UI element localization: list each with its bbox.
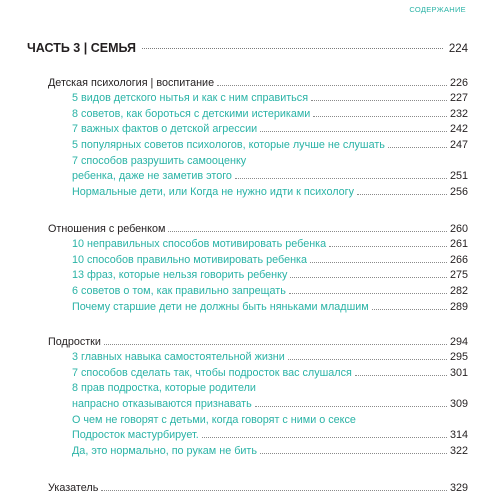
toc-entry[interactable]	[48, 426, 468, 442]
toc-entry[interactable]	[48, 167, 468, 183]
leader-dots	[104, 344, 447, 345]
toc-entry-label: Почему старшие дети не должны быть няньками младшим	[72, 300, 369, 313]
page-number: 256	[449, 185, 468, 198]
page-number: 309	[449, 397, 468, 410]
toc-entry-label: О чем не говорят с детьми, когда говорят с ними о сексе	[72, 413, 356, 426]
leader-dots	[289, 293, 447, 294]
toc-section	[48, 478, 468, 494]
page-number: 314	[449, 429, 468, 442]
leader-dots	[311, 100, 447, 101]
toc-entry-label: 10 неправильных способов мотивировать ребенка	[72, 238, 327, 251]
toc-entry[interactable]	[48, 281, 468, 297]
page-number: 232	[449, 107, 468, 120]
toc-entry-label: 5 видов детского нытья и как с ним справиться	[72, 92, 309, 105]
toc-entry[interactable]	[48, 120, 468, 136]
toc-entry[interactable]	[48, 348, 468, 364]
leader-dots	[235, 178, 447, 179]
leader-dots	[260, 131, 447, 132]
leader-dots	[142, 48, 443, 49]
page-number: 322	[449, 444, 468, 457]
leader-dots	[288, 359, 447, 360]
toc-entry-label: напрасно отказываются признавать	[72, 397, 252, 410]
page-number: 329	[449, 481, 468, 494]
toc-section	[48, 332, 468, 457]
section-heading[interactable]	[48, 219, 468, 235]
toc-entry-label: 7 важных фактов о детской агрессии	[72, 123, 258, 136]
toc-entry-label: 3 главных навыка самостоятельной жизни	[72, 351, 285, 364]
toc-entry[interactable]	[48, 410, 468, 426]
section-heading-label: Подростки	[48, 335, 101, 348]
page-number: 301	[449, 366, 468, 379]
leader-dots	[290, 277, 447, 278]
page-number: 251	[449, 170, 468, 183]
leader-dots	[329, 246, 447, 247]
toc-entry-label: 7 способов сделать так, чтобы подросток вас слушался	[72, 366, 352, 379]
toc-entry[interactable]	[48, 235, 468, 251]
page-number: 242	[449, 123, 468, 136]
toc-entry[interactable]	[48, 135, 468, 151]
section-heading[interactable]	[48, 73, 468, 89]
toc-entry-label: 8 прав подростка, которые родители	[72, 382, 256, 395]
toc-entry[interactable]	[48, 379, 468, 395]
page-number: 289	[449, 300, 468, 313]
page-number: 294	[449, 335, 468, 348]
section-heading-label: Отношения с ребенком	[48, 222, 166, 235]
toc-entry[interactable]	[48, 363, 468, 379]
toc-entry-label: 8 советов, как бороться с детскими истериками	[72, 107, 311, 120]
section-heading[interactable]	[48, 332, 468, 348]
leader-dots	[255, 406, 447, 407]
page-number: 226	[449, 76, 468, 89]
leader-dots	[355, 375, 447, 376]
toc-entry-label: Подросток мастурбирует.	[72, 429, 199, 442]
part-title: ЧАСТЬ 3 | СЕМЬЯ	[27, 41, 136, 55]
leader-dots	[310, 262, 447, 263]
section-heading[interactable]	[48, 478, 468, 494]
page-number: 275	[449, 269, 468, 282]
toc-entry-label: 5 популярных советов психологов, которые лучше не слушать	[72, 138, 385, 151]
page-number: 282	[449, 284, 468, 297]
toc-entry-label: 6 советов о том, как правильно запрещать	[72, 284, 286, 297]
leader-dots	[388, 147, 447, 148]
leader-dots	[313, 116, 447, 117]
leader-dots	[357, 194, 447, 195]
leader-dots	[101, 490, 447, 491]
toc-section	[48, 219, 468, 313]
section-heading-label: Указатель	[48, 481, 99, 494]
leader-dots	[202, 437, 447, 438]
toc-entry[interactable]	[48, 104, 468, 120]
toc-entry-label: Нормальные дети, или Когда не нужно идти к психологу	[72, 185, 354, 198]
page-number: 247	[449, 138, 468, 151]
toc-entry[interactable]	[48, 151, 468, 167]
page-number: 295	[449, 351, 468, 364]
page-number: 261	[449, 238, 468, 251]
toc-section	[48, 73, 468, 198]
leader-dots	[260, 453, 447, 454]
page-number: 260	[449, 222, 468, 235]
toc-entry[interactable]	[48, 250, 468, 266]
toc-entry[interactable]	[48, 441, 468, 457]
toc-entry-label: Да, это нормально, по рукам не бить	[72, 444, 257, 457]
toc-entry[interactable]	[48, 297, 468, 313]
section-heading-label: Детская психология | воспитание	[48, 76, 215, 89]
toc-entry-label: ребенка, даже не заметив этого	[72, 170, 232, 183]
toc-entry[interactable]	[48, 394, 468, 410]
leader-dots	[217, 85, 447, 86]
toc-entry[interactable]	[48, 89, 468, 105]
toc-entry[interactable]	[48, 182, 468, 198]
leader-dots	[168, 231, 447, 232]
toc-entry-label: 10 способов правильно мотивировать ребенка	[72, 253, 308, 266]
toc-entry-label: 13 фраз, которые нельзя говорить ребенку	[72, 269, 288, 282]
toc-entry-label: 7 способов разрушить самооценку	[72, 154, 247, 167]
part-page-number: 224	[448, 43, 468, 55]
page-number: 266	[449, 253, 468, 266]
part-heading[interactable]	[27, 41, 468, 55]
leader-dots	[372, 309, 447, 310]
running-head: СОДЕРЖАНИЕ	[409, 5, 466, 14]
page-number: 227	[449, 92, 468, 105]
toc-entry[interactable]	[48, 266, 468, 282]
